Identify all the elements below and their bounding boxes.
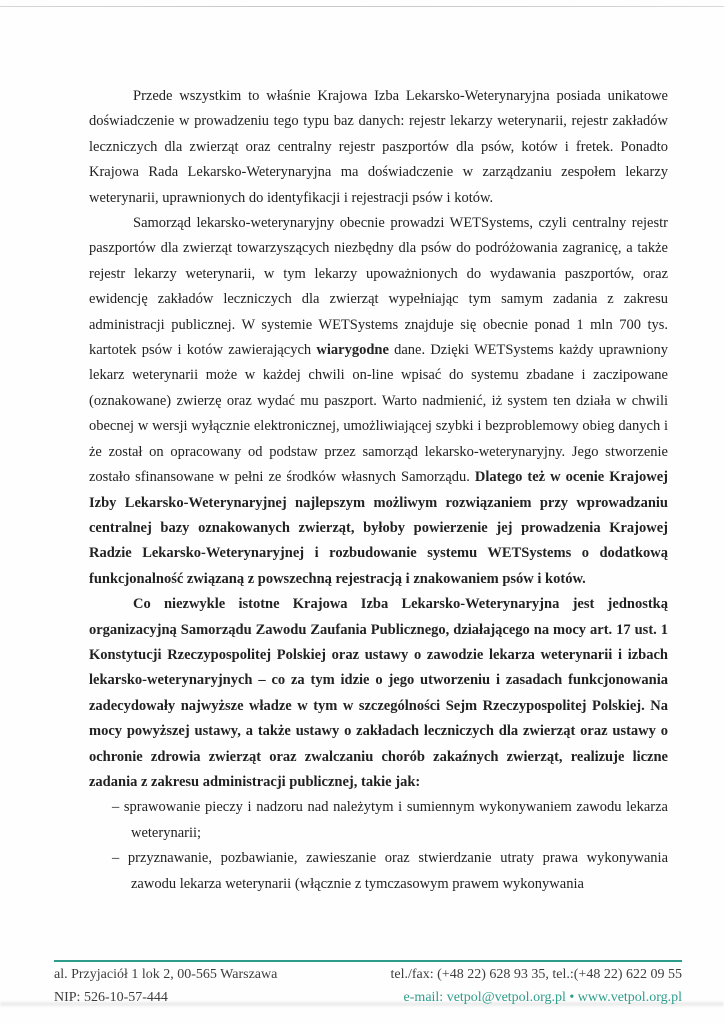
text-segment: Samorząd lekarsko-weterynaryjny obecnie prowadzi WETSystems, czyli centralny rejestr paszportów dla zwierząt towarzyszących niezbędny dla psów do podróżowania zagranicę, a także rejestr lekarzy weterynarii, w tym lekarzy upoważnionych do wydawania paszportów, oraz ewidencję zakładów leczniczych dla zwierząt wypełniając tym samym zadania z zakresu administracji publicznej. W systemie WETSystems znajduje się obecnie ponad 1 mln 700 tys. kartotek psów i kotów zawierających (89, 215, 668, 359)
footer-right-column (391, 964, 682, 1009)
footer-phone-line: tel./fax: (+48 22) 628 93 35, tel.:(+48 22) 622 09 55 (390, 967, 682, 982)
footer-email-line: e-mail: vetpol@vetpol.org.pl • www.vetpol.org.pl (403, 989, 682, 1005)
text-segment: dane. Dzięki WETSystems każdy uprawniony lekarz weterynarii może w każdej chwili on-line wpisać do systemu zbadane i zaczipowane (oznakowane) zwierzę oraz wydać mu paszport. Warto nadmienić, iż system ten działa w chwili obecnej w wersji wyłącznie elektronicznej, umożliwiającej szybki i bezproblemowy obieg danych i że został on opracowany od podstaw przez samorząd lekarsko-weterynaryjny. Jego stworzenie zostało sfinansowane w pełni ze środków własnych Samorządu. (89, 342, 669, 486)
bullet-item-2: – przyznawanie, pozbawianie, zawieszanie oraz stwierdzanie utraty prawa wykonywania zawodu lekarza weterynarii (włącznie z tymczasowym prawem wykonywania (112, 850, 668, 892)
paragraph-3 (89, 592, 668, 795)
page-footer (54, 964, 682, 1009)
footer-divider-line (54, 960, 682, 962)
text-segment: wiarygodne (316, 342, 389, 359)
text-segment: Co niezwykle istotne Krajowa Izba Lekarsko-Weterynaryjna jest jednostką organizacyjną Samorządu Zawodu Zaufania Publicznego, działającego na mocy art. 17 ust. 1 Konstytucji Rzeczypospolitej Polskiej oraz ustawy o zawodzie lekarza weterynarii i izbach lekarsko-weterynaryjnych – co za tym idzie o jego utworzeniu i zasadach funkcjonowania zadecydowały najwyższe władze w tym w szczególności Sejm Rzeczypospolitej Polskiej. Na mocy powyższej ustawy, a także ustawy o zakładach leczniczych dla zwierząt oraz ustawy o ochronie zdrowia zwierząt oraz zwalczaniu chorób zakaźnych zwierząt, realizuje liczne zadania z zakresu administracji publicznej, takie jak: (89, 596, 668, 790)
text-segment: Dlatego też w ocenie Krajowej Izby Lekarsko-Weterynaryjnej najlepszym możliwym rozwiązaniem przy wprowadzaniu centralnej bazy oznakowanych zwierząt, byłoby powierzenie jej prowadzenia Krajowej Radzie Lekarsko-Weterynaryjnej i rozbudowanie systemu WETSystems o dodatkową funkcjonalność związaną z powszechną rejestracją i znakowaniem psów i kotów. (89, 469, 669, 587)
scan-artifact-top-line (0, 6, 724, 7)
paragraph-1 (89, 84, 668, 211)
paragraph-2 (89, 211, 668, 592)
letter-body (89, 84, 668, 897)
footer-left-column (54, 964, 277, 1009)
text-segment: Przede wszystkim to właśnie Krajowa Izba Lekarsko-Weterynaryjna posiada unikatowe doświadczenie w prowadzeniu tego typu baz danych: rejestr lekarzy weterynarii, rejestr zakładów leczniczych dla zwierząt oraz centralny rejestr paszportów dla psów, kotów i fretek. Ponadto Krajowa Rada Lekarsko-Weterynaryjna ma doświadczenie w zarządzaniu zespołem lekarzy weterynarii, uprawnionych do identyfikacji i rejestracji psów i kotów. (89, 88, 668, 206)
bullet-item-1: – sprawowanie pieczy i nadzoru nad należytym i sumiennym wykonywaniem zawodu lekarza weterynarii; (112, 799, 668, 841)
footer-address-line: al. Przyjaciół 1 lok 2, 00-565 Warszawa (54, 967, 278, 982)
footer-nip-line: NIP: 526-10-57-444 (54, 989, 168, 1005)
